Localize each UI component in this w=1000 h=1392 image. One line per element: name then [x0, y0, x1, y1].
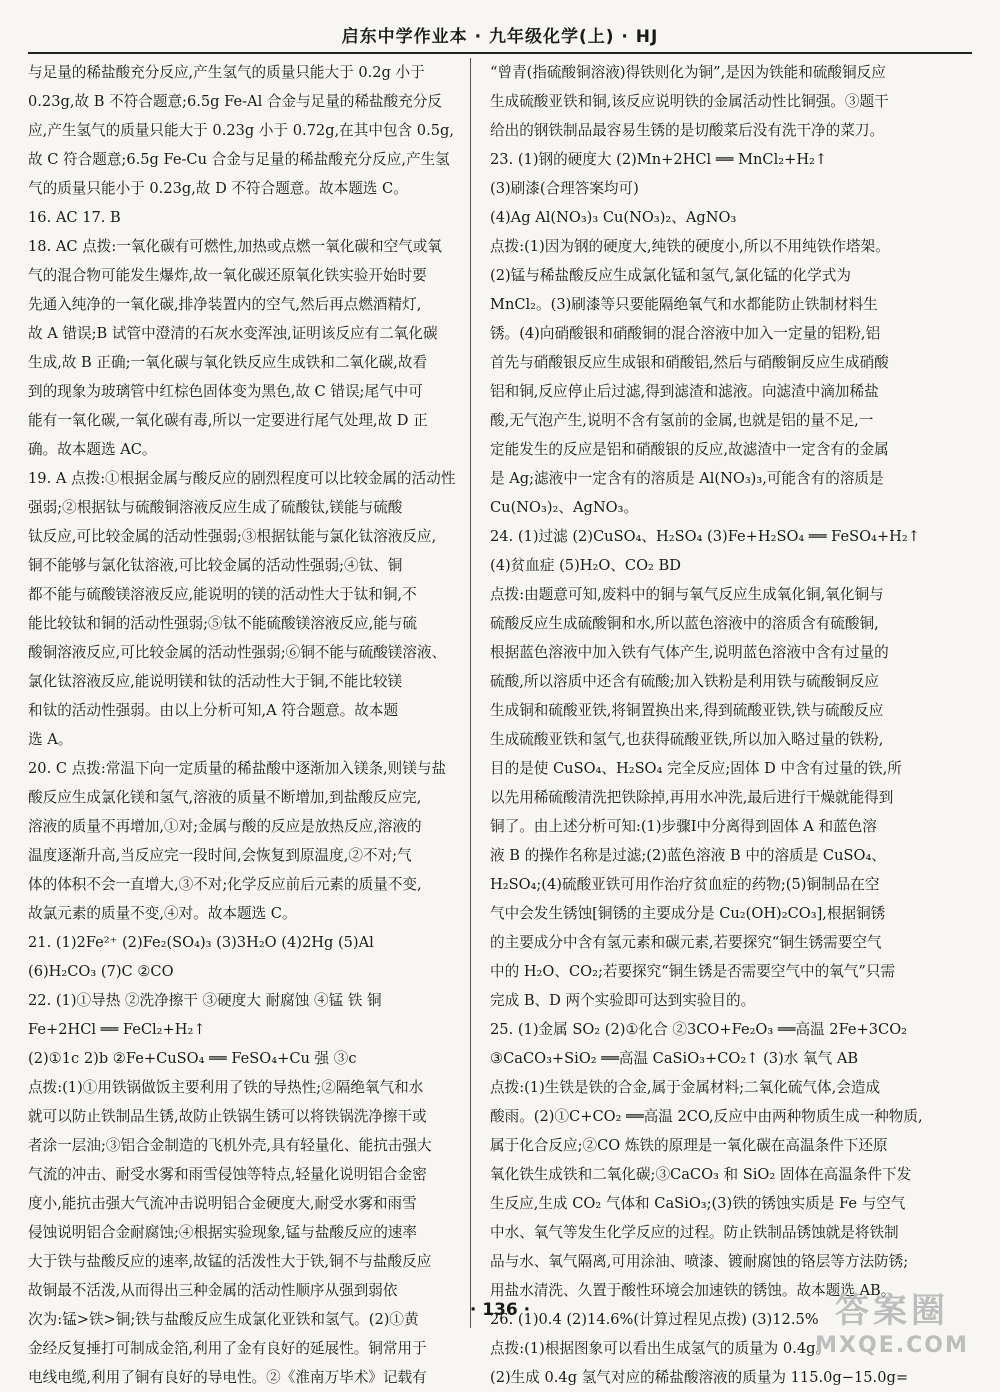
- right-column-line: 是 Ag;滤液中一定含有的溶质是 Al(NO₃)₃,可能含有的溶质是: [490, 470, 884, 487]
- right-column-line: (2)生成 0.4g 氢气对应的稀盐酸溶液的质量为 115.0g−15.0g=: [490, 1369, 909, 1386]
- left-column-line: 生成,故 B 正确;一氧化碳与氧化铁反应生成铁和二氧化碳,故看: [28, 354, 428, 371]
- right-column-line: 气中会发生锈蚀[铜锈的主要成分是 Cu₂(OH)₂CO₃],根据铜锈: [490, 905, 886, 922]
- right-column-line: 根据蓝色溶液中加入铁有气体产生,说明蓝色溶液中含有过量的: [490, 644, 889, 661]
- left-column-line: 能有一氧化碳,一氧化碳有毒,所以一定要进行尾气处理,故 D 正: [28, 412, 428, 429]
- left-column-line: 故氯元素的质量不变,④对。故本题选 C。: [28, 905, 297, 922]
- left-column-line: 电线电缆,利用了铜有良好的导电性。②《淮南万毕术》记载有: [28, 1369, 427, 1386]
- right-column-line: 酸,无气泡产生,说明不含有氢前的金属,也就是铝的量不足,一: [490, 412, 874, 429]
- right-column-line: 生反应,生成 CO₂ 气体和 CaSiO₃;(3)铁的锈蚀实质是 Fe 与空气: [490, 1195, 906, 1212]
- right-column-line: 品与水、氧气隔离,可用涂油、喷漆、镀耐腐蚀的铬层等方法防锈;: [490, 1253, 909, 1270]
- column-divider: [470, 58, 471, 1328]
- right-column-line: 25. (1)金属 SO₂ (2)①化合 ②3CO+Fe₂O₃ ══高温 2Fe+3CO₂: [490, 1021, 908, 1038]
- right-column-line: 点拨:(1)根据图象可以看出生成氢气的质量为 0.4g。: [490, 1340, 831, 1357]
- right-column-line: 液 B 的操作名称是过滤;(2)蓝色溶液 B 中的溶质是 CuSO₄、: [490, 847, 886, 864]
- right-column-line: (4)Ag Al(NO₃)₃ Cu(NO₃)₂、AgNO₃: [490, 209, 737, 226]
- right-column-line: 属于化合反应;②CO 炼铁的原理是一氧化碳在高温条件下还原: [490, 1137, 888, 1154]
- left-column-line: 20. C 点拨:常温下向一定质量的稀盐酸中逐渐加入镁条,则镁与盐: [28, 760, 447, 777]
- right-column-line: 锈。(4)向硝酸银和硝酸铜的混合溶液中加入一定量的铝粉,铝: [490, 325, 881, 342]
- left-column-line: Fe+2HCl ══ FeCl₂+H₂↑: [28, 1021, 206, 1038]
- right-column-line: 生成硫酸亚铁和铜,该反应说明铁的金属活动性比铜强。③题干: [490, 93, 889, 110]
- left-column-line: 体的体积不会一直增大,③不对;化学反应前后元素的质量不变,: [28, 876, 422, 893]
- page-header: [28, 22, 972, 54]
- right-column-line: 26. (1)0.4 (2)14.6%(计算过程见点拨) (3)12.5%: [490, 1311, 819, 1328]
- left-column-line: 21. (1)2Fe²⁺ (2)Fe₂(SO₄)₃ (3)3H₂O (4)2Hg (5)Al: [28, 934, 374, 951]
- right-column-line: 硫酸,所以溶质中还含有硫酸;加入铁粉是利用铁与硫酸铜反应: [490, 673, 879, 690]
- right-column-line: 生成铜和硫酸亚铁,将铜置换出来,得到硫酸亚铁,铁与硫酸反应: [490, 702, 884, 719]
- right-column-line: 中的 H₂O、CO₂;若要探究“铜生锈是否需要空气中的氧气”只需: [490, 963, 896, 980]
- left-column-line: 氯化钛溶液反应,能说明镁和钛的活动性大于铜,不能比较镁: [28, 673, 403, 690]
- right-column-line: 完成 B、D 两个实验即可达到实验目的。: [490, 992, 756, 1009]
- watermark-top: 答案圈: [835, 1291, 949, 1331]
- left-column-line: 气的质量只能小于 0.23g,故 D 不符合题意。故本题选 C。: [28, 180, 408, 197]
- right-column-line: 首先与硝酸银反应生成银和硝酸铝,然后与硝酸铜反应生成硝酸: [490, 354, 889, 371]
- left-column-line: 酸反应生成氯化镁和氢气,溶液的质量不断增加,到盐酸反应完,: [28, 789, 422, 806]
- right-column-line: 目的是使 CuSO₄、H₂SO₄ 完全反应;固体 D 中含有过量的铁,所: [490, 760, 902, 777]
- left-column-line: 和钛的活动性强弱。由以上分析可知,A 符合题意。故本题: [28, 702, 399, 719]
- left-column-line: 19. A 点拨:①根据金属与酸反应的剧烈程度可以比较金属的活动性: [28, 470, 456, 487]
- left-column-line: 金经反复捶打可制成金箔,利用了金有良好的延展性。铜常用于: [28, 1340, 427, 1357]
- left-column-line: 点拨:(1)①用铁锅做饭主要利用了铁的导热性;②隔绝氧气和水: [28, 1079, 424, 1096]
- watermark-logo: [802, 1289, 982, 1369]
- right-column-line: 酸雨。(2)①C+CO₂ ══高温 2CO,反应中由两种物质生成一种物质,: [490, 1108, 923, 1125]
- right-column-line: 给出的钢铁制品最容易生锈的是切酸菜后没有洗干净的菜刀。: [490, 122, 885, 139]
- right-column-line: 以先用稀硫酸清洗把铁除掉,再用水冲洗,最后进行干燥就能得到: [490, 789, 894, 806]
- left-column-line: 次为:锰>铁>铜;铁与盐酸反应生成氯化亚铁和氢气。(2)①黄: [28, 1311, 419, 1328]
- left-column-line: 气流的冲击、耐受水雾和雨雪侵蚀等特点,轻量化说明铝合金密: [28, 1166, 427, 1183]
- right-column-line: 点拨:由题意可知,废料中的铜与氧气反应生成氧化铜,氧化铜与: [490, 586, 884, 603]
- left-column-line: 18. AC 点拨:一氧化碳有可燃性,加热或点燃一氧化碳和空气或氧: [28, 238, 443, 255]
- left-column-line: 大于铁与盐酸反应的速率,故锰的活泼性大于铁,铜不与盐酸反应: [28, 1253, 432, 1270]
- left-column-line: 与足量的稀盐酸充分反应,产生氢气的质量只能大于 0.2g 小于: [28, 64, 425, 81]
- right-column-line: 用盐水清洗、久置于酸性环境会加速铁的锈蚀。故本题选 AB。: [490, 1282, 896, 1299]
- right-column-line: 的主要成分中含有氢元素和碳元素,若要探究“铜生锈需要空气: [490, 934, 882, 951]
- left-column-line: 故铜最不活泼,从而得出三种金属的活动性顺序从强到弱依: [28, 1282, 398, 1299]
- right-column-line: 定能发生的反应是铝和硝酸银的反应,故滤渣中一定含有的金属: [490, 441, 889, 458]
- right-column-line: 铜了。由上述分析可知:(1)步骤Ⅰ中分离得到固体 A 和蓝色溶: [490, 818, 877, 835]
- left-column-line: 钛反应,可比较金属的活动性强弱;③根据钛能与氯化钛溶液反应,: [28, 528, 437, 545]
- right-column-line: 24. (1)过滤 (2)CuSO₄、H₂SO₄ (3)Fe+H₂SO₄ ══ FeSO₄+H₂↑: [490, 528, 920, 545]
- left-column-line: 选 A。: [28, 731, 73, 748]
- left-column-line: 故 C 符合题意;6.5g Fe-Cu 合金与足量的稀盐酸充分反应,产生氢: [28, 151, 450, 168]
- left-column-line: 度小,能抗击强大气流冲击说明铝合金硬度大,耐受水雾和雨雪: [28, 1195, 417, 1212]
- right-column-line: (4)贫血症 (5)H₂O、CO₂ BD: [490, 557, 681, 574]
- right-column-line: Cu(NO₃)₂、AgNO₃。: [490, 499, 639, 516]
- right-column-line: 氧化铁生成铁和二氧化碳;③CaCO₃ 和 SiO₂ 固体在高温条件下发: [490, 1166, 912, 1183]
- right-column-line: 23. (1)钢的硬度大 (2)Mn+2HCl ══ MnCl₂+H₂↑: [490, 151, 828, 168]
- right-column-line: H₂SO₄;(4)硫酸亚铁可用作治疗贫血症的药物;(5)铜制品在空: [490, 876, 880, 893]
- left-column-line: 先通入纯净的一氧化碳,排净装置内的空气,然后再点燃酒精灯,: [28, 296, 422, 313]
- right-column-line: 中水、氧气等发生化学反应的过程。防止铁制品锈蚀就是将铁制: [490, 1224, 899, 1241]
- right-column-line: 生成硫酸亚铁和氢气,也获得硫酸亚铁,所以加入略过量的铁粉,: [490, 731, 884, 748]
- left-column-line: 22. (1)①导热 ②洗净擦干 ③硬度大 耐腐蚀 ④锰 铁 铜: [28, 992, 382, 1009]
- left-column-line: 酸铜溶液反应,可比较金属的活动性强弱;⑥铜不能与硫酸镁溶液、: [28, 644, 447, 661]
- left-column-line: 能比较钛和铜的活动性强弱;⑤钛不能硫酸镁溶液反应,能与硫: [28, 615, 417, 632]
- right-column-line: (2)锰与稀盐酸反应生成氯化锰和氢气,氯化锰的化学式为: [490, 267, 851, 284]
- left-column-line: 者涂一层油;③铝合金制造的飞机外壳,具有轻量化、能抗击强大: [28, 1137, 432, 1154]
- right-column-line: (3)刷漆(合理答案均可): [490, 180, 639, 197]
- left-column-line: 气的混合物可能发生爆炸,故一氧化碳还原氧化铁实验开始时要: [28, 267, 427, 284]
- left-column-line: 温度逐渐升高,当反应完一段时间,会恢复到原温度,②不对;气: [28, 847, 412, 864]
- right-column-line: 点拨:(1)生铁是铁的合金,属于金属材料;二氧化硫气体,会造成: [490, 1079, 881, 1096]
- left-column-line: 铜不能够与氯化钛溶液,可比较金属的活动性强弱;④钛、铜: [28, 557, 403, 574]
- left-column-line: 应,产生氢气的质量只能大于 0.23g 小于 0.72g,在其中包含 0.5g,: [28, 122, 454, 139]
- right-column-line: 硫酸反应生成硫酸铜和水,所以蓝色溶液中的溶质含有硫酸铜,: [490, 615, 879, 632]
- header-title: 启东中学作业本 · 九年级化学(上) · HJ: [341, 27, 659, 47]
- right-column-line: “曾青(指硫酸铜溶液)得铁则化为铜”,是因为铁能和硫酸铜反应: [490, 64, 886, 81]
- left-column-line: 强弱;②根据钛与硫酸铜溶液反应生成了硫酸钛,镁能与硫酸: [28, 499, 403, 516]
- right-column: [490, 58, 975, 1392]
- left-column-line: 到的现象为玻璃管中红棕色固体变为黑色,故 C 错误;尾气中可: [28, 383, 423, 400]
- left-column-line: 就可以防止铁制品生锈,故防止铁锅生锈可以将铁锅洗净擦干或: [28, 1108, 427, 1125]
- left-column-line: (6)H₂CO₃ (7)C ②CO: [28, 963, 174, 980]
- left-column-line: 故 A 错误;B 试管中澄清的石灰水变浑浊,证明该反应有二氧化碳: [28, 325, 438, 342]
- right-column-line: MnCl₂。(3)刷漆等只要能隔绝氧气和水都能防止铁制材料生: [490, 296, 878, 313]
- left-column-line: 确。故本题选 AC。: [28, 441, 157, 458]
- left-column-line: 都不能与硫酸镁溶液反应,能说明的镁的活动性大于钛和铜,不: [28, 586, 417, 603]
- watermark-bottom: MXQE.COM: [815, 1333, 969, 1358]
- left-column-line: 0.23g,故 B 不符合题意;6.5g Fe-Al 合金与足量的稀盐酸充分反: [28, 93, 443, 110]
- left-column-line: (2)①1c 2)b ②Fe+CuSO₄ ══ FeSO₄+Cu 强 ③c: [28, 1050, 357, 1067]
- right-column-line: ③CaCO₃+SiO₂ ══高温 CaSiO₃+CO₂↑ (3)水 氧气 AB: [490, 1050, 859, 1067]
- page-number: · 136 ·: [469, 1300, 531, 1320]
- left-column-line: 侵蚀说明铝合金耐腐蚀;④根据实验现象,锰与盐酸反应的速率: [28, 1224, 417, 1241]
- right-column-line: 铝和铜,反应停止后过滤,得到滤渣和滤液。向滤渣中滴加稀盐: [490, 383, 879, 400]
- left-column-line: 溶液的质量不再增加,①对;金属与酸的反应是放热反应,溶液的: [28, 818, 422, 835]
- left-column: [28, 58, 468, 1392]
- left-column-line: 16. AC 17. B: [28, 209, 121, 226]
- right-column-line: 点拨:(1)因为钢的硬度大,纯铁的硬度小,所以不用纯铁作塔架。: [490, 238, 890, 255]
